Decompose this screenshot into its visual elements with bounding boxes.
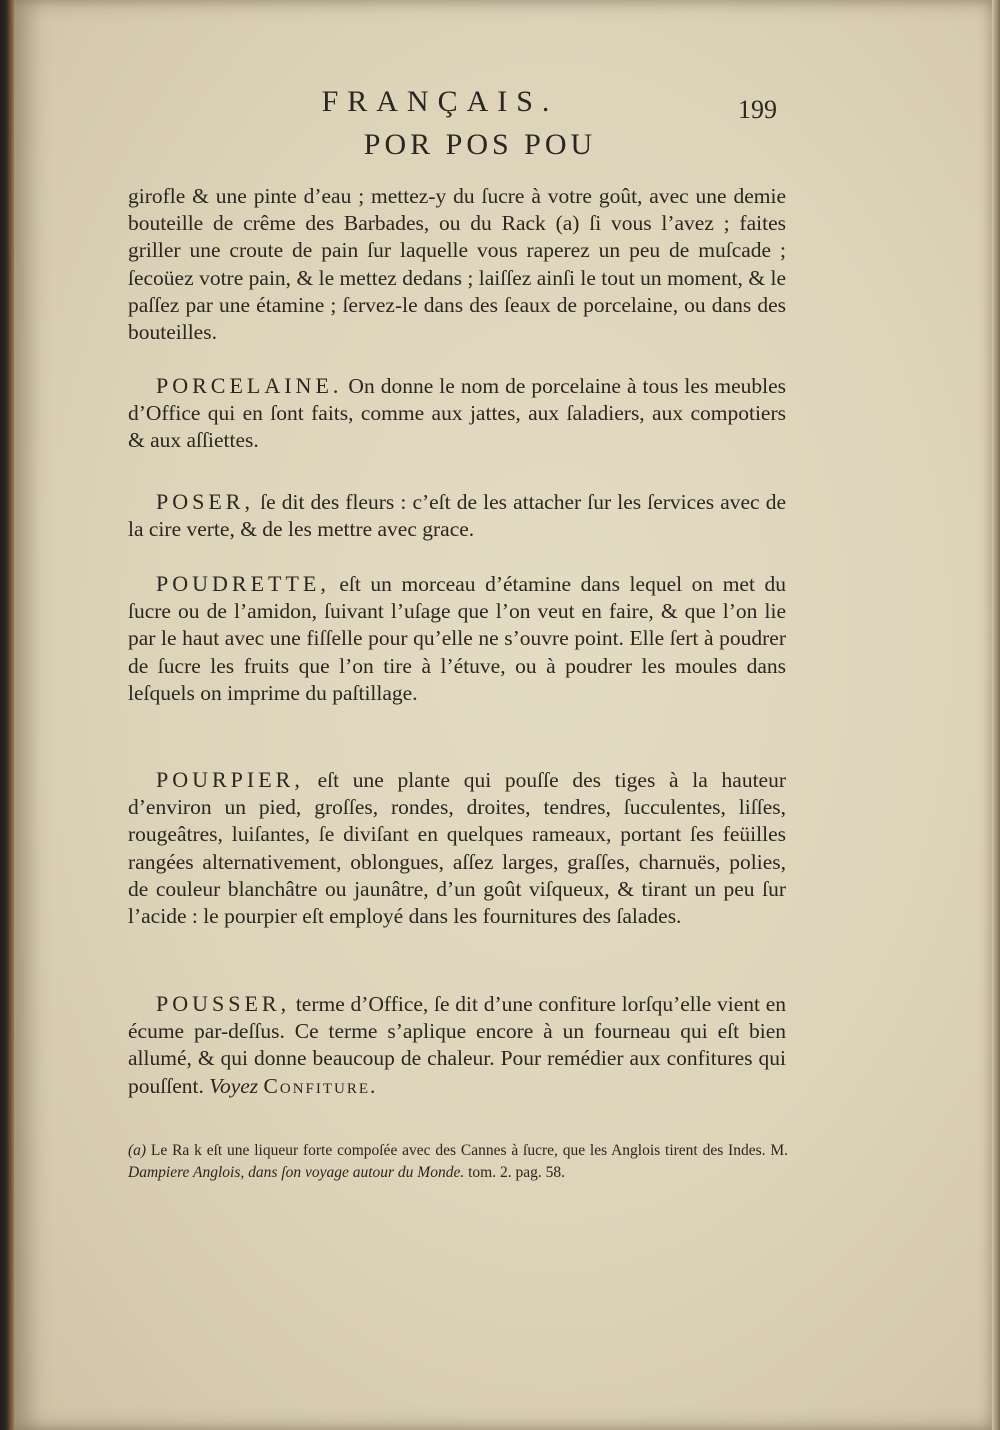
page-right-edge <box>992 0 1000 1430</box>
entry-headword: POUDRETTE, <box>156 571 330 596</box>
entry-headword: PORCELAINE. <box>156 373 343 398</box>
entry-pourpier <box>128 766 786 930</box>
entry-poudrette <box>128 570 786 707</box>
entry-porcelaine <box>128 372 786 455</box>
entry-text: eſt un morceau d’étamine dans lequel on met du ſucre ou de l’amidon, ſuivant l’uſage que l’on veut en faire, & que l’on lie par le haut avec une fiſſelle pour qu’elle ne s’ouvre point. Elle ſert à poudrer de ſucre les fruits que l’on tire à l’étuve, ou à poudrer les moules dans leſquels on imprime du paſtillage. <box>128 572 786 705</box>
entry-poser <box>128 488 786 543</box>
footnote-text: Le Ra k eſt une liqueur forte compoſée avec des Cannes à ſucre, que les Anglois tirent des Indes. M. <box>146 1142 788 1159</box>
entry-headword: POSER, <box>156 489 254 514</box>
entry-headword: POURPIER, <box>156 767 304 792</box>
footnote-citation: Dampiere Anglois, dans ſon voyage autour du Monde. <box>128 1164 465 1181</box>
entry-text: On donne le nom de porcelaine à tous les meubles d’Office qui en ſont faits, comme aux jattes, aux ſaladiers, aux compotiers & aux aſſiettes. <box>128 374 786 453</box>
running-head: FRANÇAIS. <box>321 85 559 118</box>
footnote-tail: tom. 2. pag. 58. <box>464 1164 565 1181</box>
footnote <box>128 1140 788 1184</box>
entry-text: eſt une plante qui pouſſe des tiges à la hauteur d’environ un pied, groſſes, rondes, droites, tendres, ſucculentes, liſſes, rougeâtres, luiſantes, ſe diviſant en quelques rameaux, portant ſes feüilles rangées alternativement, oblongues, aſſez larges, graſſes, charnuës, polies, de couleur blanchâtre ou jaunâtre, d’un goût viſqueux, & tirant un peu ſur l’acide : le pourpier eſt employé dans les fournitures des ſalades. <box>128 768 786 929</box>
entry-pousser <box>128 990 786 1100</box>
footnote-marker: (a) <box>128 1142 147 1159</box>
cross-reference-target: Confiture. <box>263 1073 378 1098</box>
paragraph-text: girofle & une pinte d’eau ; mettez-y du ſucre à votre goût, avec une demie bouteille de crême des Barbades, ou du Rack (a) ſi vous l’avez ; faites griller une croute de pain ſur laquelle vous raperez un peu de muſcade ; ſecoüez votre pain, & le mettez dedans ; laiſſez ainſi le tout un moment, & le paſſez par une étamine ; ſervez-le dans des ſeaux de porcelaine, ou dans des bouteilles. <box>128 184 786 345</box>
section-subhead: POR POS POU <box>363 128 597 161</box>
cross-reference-label: Voyez <box>209 1073 259 1098</box>
page-number: 199 <box>738 95 777 124</box>
entry-text: terme d’Office, ſe dit d’une confiture lorſqu’elle vient en écume par-deſſus. Ce terme s’aplique encore à un fourneau qui eſt bien allumé, & qui donne beaucoup de chaleur. Pour remédier aux confitures qui pouſſent. <box>128 992 786 1098</box>
entry-headword: POUSSER, <box>156 991 291 1016</box>
paragraph-continuation <box>128 183 786 346</box>
entry-text: ſe dit des fleurs : c’eſt de les attacher ſur les ſervices avec de la cire verte, & de les mettre avec grace. <box>128 490 786 542</box>
